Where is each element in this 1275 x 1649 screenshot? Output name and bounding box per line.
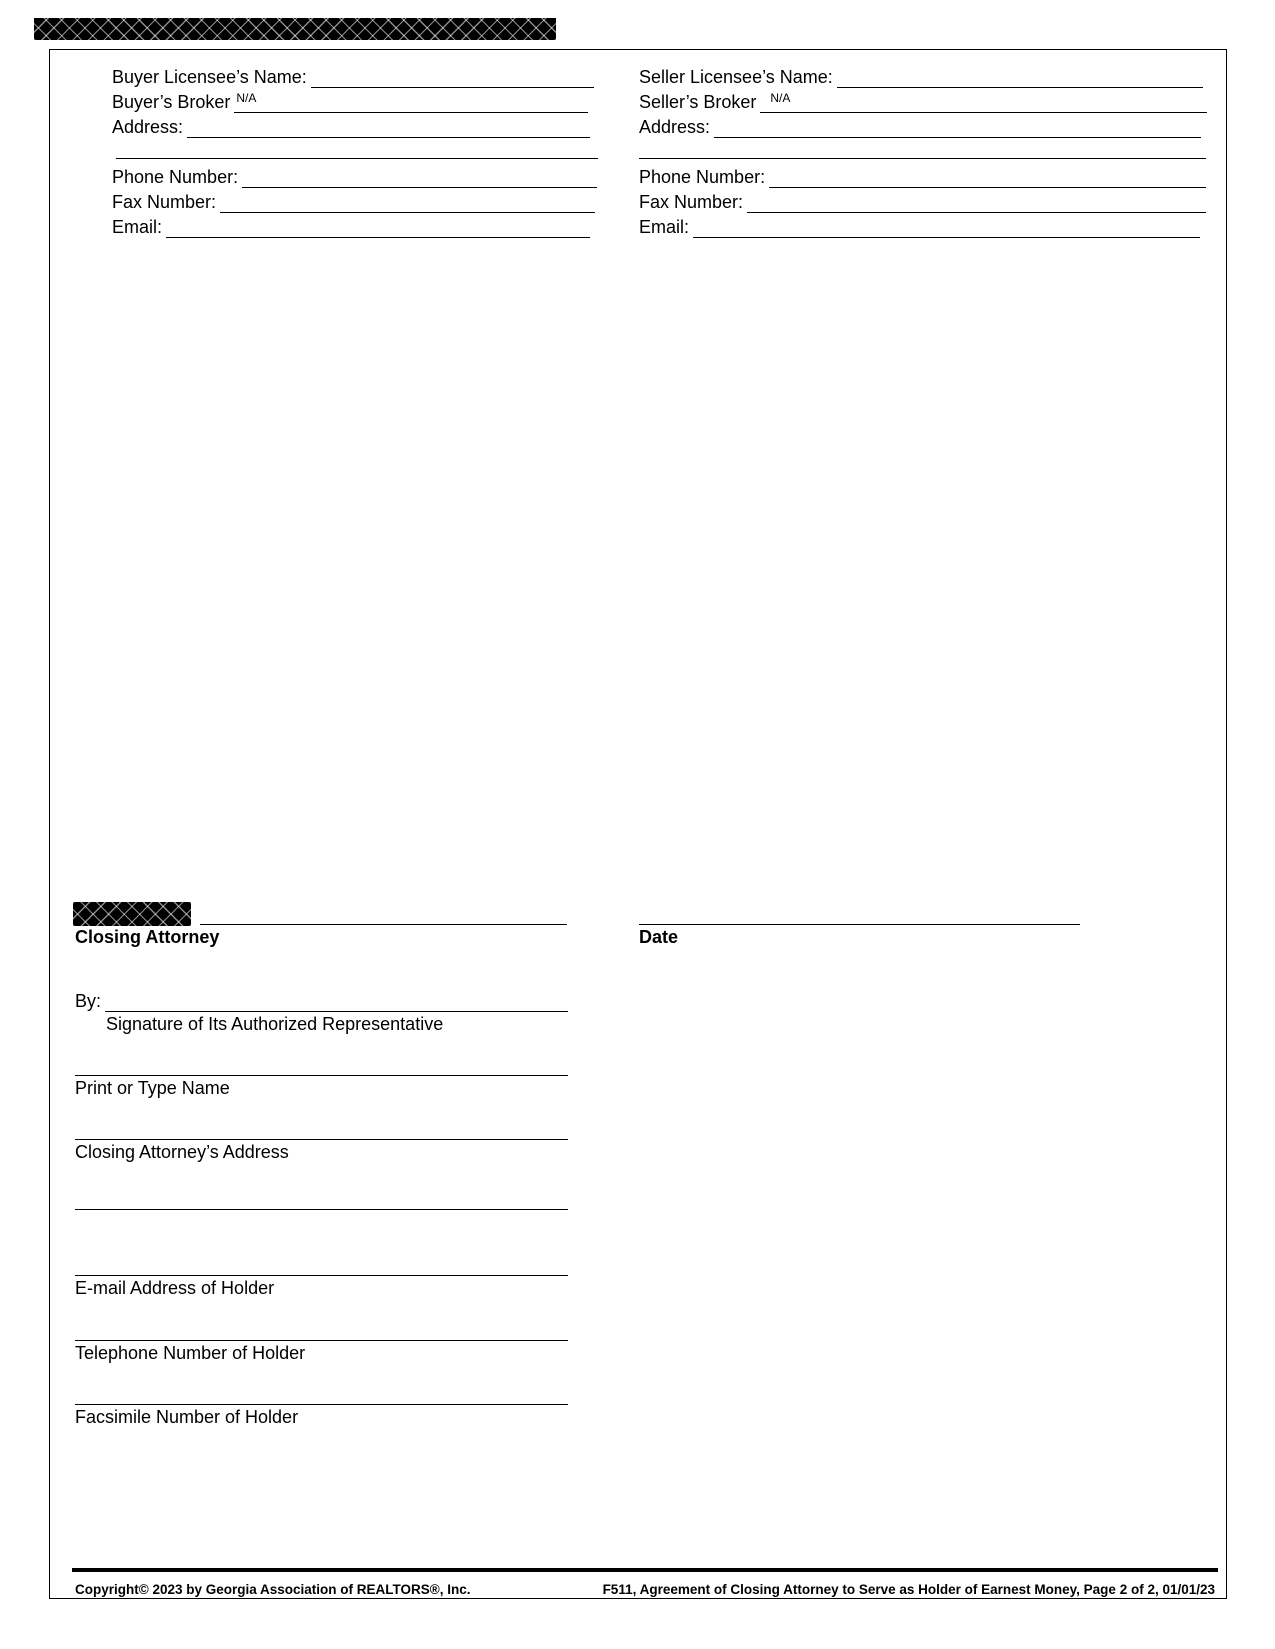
phone-holder-label: Telephone Number of Holder <box>75 1343 306 1363</box>
seller-address-field[interactable] <box>639 114 1201 138</box>
closing-attorney-line[interactable] <box>200 924 567 925</box>
seller-fax-label: Fax Number: <box>639 192 744 212</box>
buyer-email-field[interactable] <box>112 214 590 238</box>
buyer-broker-field[interactable] <box>112 89 588 113</box>
fax-holder-line[interactable] <box>75 1404 568 1405</box>
buyer-email-line[interactable] <box>166 216 590 238</box>
buyer-fax-label: Fax Number: <box>112 192 217 212</box>
buyer-phone-label: Phone Number: <box>112 167 239 187</box>
signature-caption: Signature of Its Authorized Representative <box>106 1014 444 1034</box>
seller-broker-value: N/A <box>770 91 791 105</box>
seller-fax-line[interactable] <box>747 191 1206 213</box>
seller-broker-line[interactable] <box>760 91 1207 113</box>
print-name-line[interactable] <box>75 1075 568 1076</box>
footer-copyright: Copyright© 2023 by Georgia Association of REALTORS®, Inc. <box>75 1582 471 1597</box>
seller-licensee-name-field[interactable] <box>639 64 1203 88</box>
seller-address-line[interactable] <box>714 116 1201 138</box>
buyer-address-label: Address: <box>112 117 184 137</box>
seller-fax-field[interactable] <box>639 189 1206 213</box>
footer-rule <box>72 1568 1218 1572</box>
email-holder-label: E-mail Address of Holder <box>75 1278 275 1298</box>
seller-licensee-name-line[interactable] <box>837 66 1203 88</box>
seller-email-label: Email: <box>639 217 690 237</box>
date-label: Date <box>639 927 679 947</box>
by-signature-line[interactable] <box>105 990 568 1012</box>
seller-phone-field[interactable] <box>639 164 1206 188</box>
buyer-email-label: Email: <box>112 217 163 237</box>
seller-phone-line[interactable] <box>769 166 1206 188</box>
redaction-box-attorney-name <box>73 902 191 926</box>
buyer-broker-label: Buyer’s Broker <box>112 92 231 112</box>
phone-holder-line[interactable] <box>75 1340 568 1341</box>
seller-broker-field[interactable] <box>639 89 1207 113</box>
buyer-broker-line[interactable] <box>234 91 588 113</box>
by-label: By: <box>75 991 102 1011</box>
seller-address-label: Address: <box>639 117 711 137</box>
by-signature-field[interactable] <box>75 988 568 1012</box>
closing-attorney-label: Closing Attorney <box>75 927 220 947</box>
fax-holder-label: Facsimile Number of Holder <box>75 1407 299 1427</box>
seller-licensee-name-label: Seller Licensee’s Name: <box>639 67 833 87</box>
seller-address-line-2[interactable] <box>639 158 1206 159</box>
redaction-bar-header <box>34 18 556 40</box>
buyer-broker-value: N/A <box>236 91 257 105</box>
buyer-address-field[interactable] <box>112 114 590 138</box>
print-name-label: Print or Type Name <box>75 1078 230 1098</box>
buyer-phone-field[interactable] <box>112 164 597 188</box>
attorney-address-line[interactable] <box>75 1139 568 1140</box>
buyer-fax-line[interactable] <box>220 191 595 213</box>
seller-email-field[interactable] <box>639 214 1200 238</box>
page-border <box>49 49 1227 1599</box>
attorney-address-label: Closing Attorney’s Address <box>75 1142 289 1162</box>
buyer-licensee-name-line[interactable] <box>311 66 594 88</box>
buyer-address-line-2[interactable] <box>116 158 598 159</box>
buyer-phone-line[interactable] <box>242 166 597 188</box>
buyer-fax-field[interactable] <box>112 189 595 213</box>
buyer-licensee-name-field[interactable] <box>112 64 594 88</box>
attorney-address-line-2[interactable] <box>75 1209 568 1210</box>
buyer-address-line[interactable] <box>187 116 590 138</box>
footer-form-info: F511, Agreement of Closing Attorney to Serve as Holder of Earnest Money, Page 2 of 2, 01/01/23 <box>602 1582 1215 1597</box>
buyer-licensee-name-label: Buyer Licensee’s Name: <box>112 67 307 87</box>
seller-broker-label: Seller’s Broker <box>639 92 757 112</box>
email-holder-line[interactable] <box>75 1275 568 1276</box>
seller-phone-label: Phone Number: <box>639 167 766 187</box>
date-line[interactable] <box>639 924 1080 925</box>
seller-email-line[interactable] <box>693 216 1200 238</box>
